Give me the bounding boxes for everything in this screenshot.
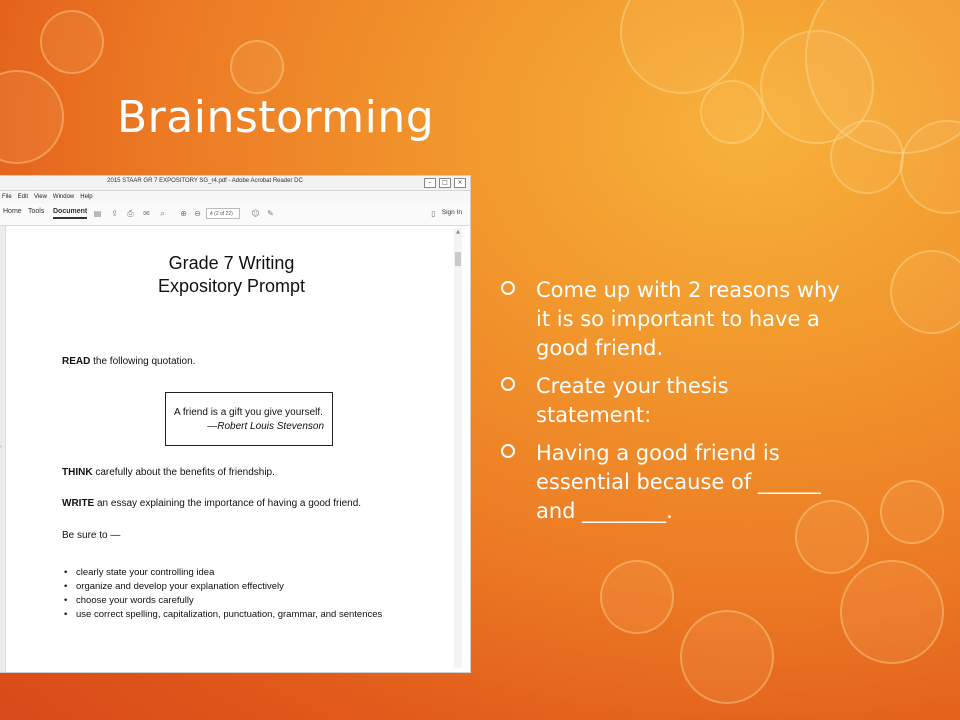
page-up-icon[interactable]: ⊕ — [180, 209, 187, 218]
search-icon[interactable]: ⌕ — [160, 209, 165, 218]
bullet-item: Come up with 2 reasons why it is so important to have a good friend. — [500, 276, 850, 363]
menu-help[interactable]: Help — [80, 194, 93, 200]
think-instruction: THINK carefully about the benefits of friendship. — [62, 467, 275, 478]
pdf-page — [34, 226, 444, 672]
bokeh-circle — [700, 80, 764, 144]
doc-title-line-2: Expository Prompt — [157, 276, 306, 296]
window-titlebar — [0, 176, 470, 191]
tab-tools[interactable]: Tools — [28, 208, 45, 215]
scroll-up-icon[interactable]: ▲ — [456, 229, 460, 235]
page-indicator: (2 of 22) — [214, 211, 233, 217]
write-instruction: WRITE an essay explaining the importance of having a good friend. — [62, 498, 362, 509]
list-item: • organize and develop your explanation effectively — [76, 580, 382, 594]
menu-window[interactable]: Window — [52, 194, 75, 200]
mail-icon[interactable]: ✉ — [143, 209, 150, 218]
close-icon[interactable]: × — [454, 178, 466, 188]
bullet-item: Create your thesis statement: — [500, 372, 850, 430]
window-controls — [424, 178, 466, 188]
menu-file[interactable]: File — [2, 194, 12, 200]
menu-edit[interactable]: Edit — [17, 194, 29, 200]
sign-in-link[interactable]: Sign In — [441, 209, 462, 216]
maximize-icon[interactable]: □ — [439, 178, 451, 188]
bokeh-circle — [600, 560, 674, 634]
bokeh-circle — [230, 40, 284, 94]
doc-title-line-1: Grade 7 Writing — [168, 253, 295, 273]
upload-icon[interactable]: ⇪ — [111, 209, 118, 218]
acrobat-toolbar — [0, 203, 470, 226]
be-sure-to: Be sure to — — [62, 530, 121, 541]
save-icon[interactable]: ▤ — [93, 209, 102, 218]
bokeh-circle — [890, 250, 960, 334]
menu-view[interactable]: View — [34, 194, 47, 200]
vertical-scrollbar[interactable] — [454, 228, 462, 668]
quote-attribution: —Robert Louis Stevenson — [207, 421, 324, 432]
doc-title — [34, 252, 429, 298]
bokeh-circle — [0, 70, 64, 164]
ring-bullet-icon — [501, 444, 515, 458]
read-instruction: READ the following quotation. — [62, 356, 196, 367]
quotation-box — [165, 392, 333, 446]
ring-bullet-icon — [501, 377, 515, 391]
page-number-field[interactable] — [206, 208, 240, 219]
comment-icon[interactable]: ☺ — [251, 209, 260, 218]
expand-panel-icon[interactable]: › — [0, 444, 2, 450]
mobile-icon[interactable]: ▯ — [431, 209, 436, 218]
window-title: 2015 STAAR GR 7 EXPOSITORY SG_r4.pdf - Adobe Acrobat Reader DC — [107, 178, 303, 184]
slide-bullets — [500, 276, 850, 535]
list-item: • choose your words carefully — [76, 594, 382, 608]
acrobat-screenshot — [0, 176, 470, 672]
bokeh-circle — [840, 560, 944, 664]
left-panel-rail[interactable] — [0, 226, 6, 672]
page-down-icon[interactable]: ⊖ — [194, 209, 201, 218]
page-number: 4 — [210, 211, 213, 217]
bokeh-circle — [830, 120, 904, 194]
print-icon[interactable]: ⎙ — [127, 209, 134, 218]
bokeh-circle — [40, 10, 104, 74]
menu-bar — [0, 191, 470, 203]
ring-bullet-icon — [501, 281, 515, 295]
bokeh-circle — [880, 480, 944, 544]
tab-document[interactable]: Document — [53, 208, 87, 219]
quote-text: A friend is a gift you give yourself. — [174, 407, 323, 418]
tab-home[interactable]: Home — [3, 208, 22, 215]
pen-icon[interactable]: ✎ — [267, 209, 274, 218]
bullet-item: Having a good friend is essential because of ______ and ________. — [500, 439, 850, 526]
scroll-thumb[interactable] — [455, 252, 461, 266]
minimize-icon[interactable]: – — [424, 178, 436, 188]
bokeh-circle — [680, 610, 774, 704]
list-item: • use correct spelling, capitalization, punctuation, grammar, and sentences — [76, 608, 382, 622]
checklist — [62, 566, 382, 622]
slide-title: Brainstorming — [117, 92, 435, 143]
list-item: • clearly state your controlling idea — [76, 566, 382, 580]
